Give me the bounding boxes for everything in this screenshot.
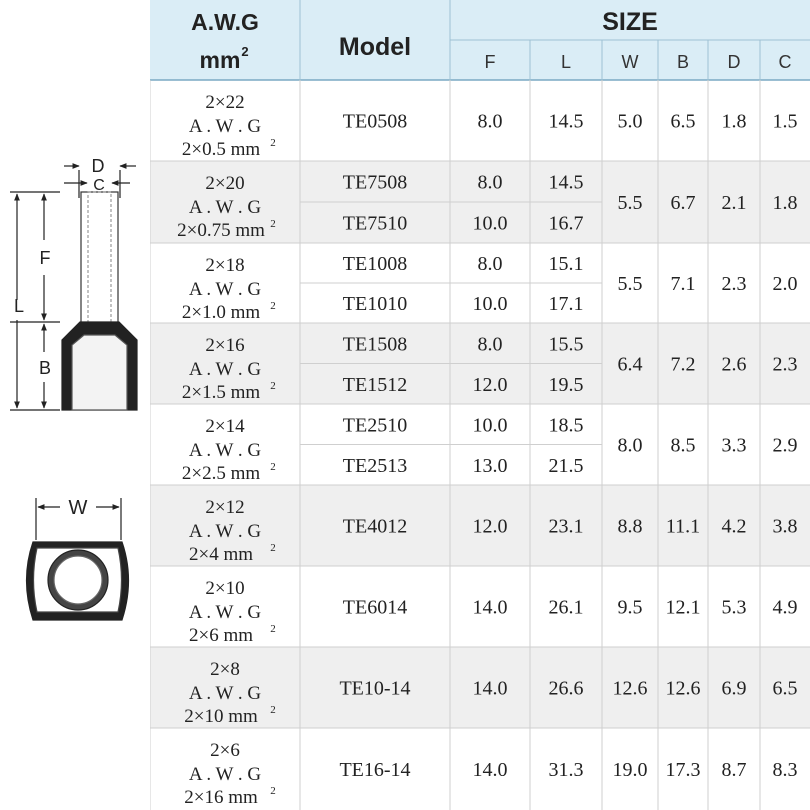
label-c: C [93, 177, 105, 194]
awg-count: 2×18 [205, 255, 245, 276]
size-b-cell: 8.5 [670, 434, 696, 457]
header-awg: A.W.G [191, 9, 259, 35]
awg-count: 2×16 [205, 335, 245, 356]
size-c-cell: 6.5 [772, 677, 798, 700]
awg-area: 2×1.5 mm [181, 382, 261, 403]
awg-area-superscript: 2 [270, 785, 276, 797]
awg-area-superscript: 2 [270, 218, 276, 230]
model-cell: TE6014 [342, 596, 408, 619]
model-cell: TE7510 [342, 212, 408, 235]
size-b-cell: 6.7 [670, 192, 696, 214]
header-size: SIZE [602, 8, 658, 36]
model-cell: TE0508 [342, 110, 408, 133]
awg-count: 2×6 [210, 740, 240, 761]
awg-area: 2×6 mm [188, 625, 254, 646]
header-model: Model [338, 33, 412, 61]
model-cell: TE1508 [342, 333, 408, 356]
size-d-cell: 5.3 [721, 596, 747, 619]
size-c-cell: 4.9 [772, 596, 798, 619]
size-w-cell: 5.5 [617, 273, 643, 295]
header-col-c: C [778, 52, 792, 72]
header-mm-superscript: 2 [241, 44, 249, 59]
awg-area: 2×10 mm [184, 706, 258, 727]
awg-area: 2×1.0 mm [181, 302, 261, 323]
size-l-cell: 15.5 [548, 333, 584, 356]
awg-area-superscript: 2 [270, 542, 276, 554]
label-d: D [91, 156, 105, 176]
size-w-cell: 8.8 [617, 515, 643, 538]
size-f-cell: 10.0 [472, 414, 508, 437]
awg-label: A . W . G [188, 359, 262, 380]
size-f-cell: 10.0 [472, 293, 508, 315]
size-c-cell: 3.8 [772, 515, 798, 538]
awg-label: A . W . G [188, 279, 262, 300]
awg-label: A . W . G [188, 602, 262, 623]
awg-area-superscript: 2 [270, 623, 276, 635]
awg-count: 2×10 [205, 578, 245, 599]
awg-count: 2×8 [210, 659, 240, 680]
size-f-cell: 8.0 [477, 253, 503, 275]
size-d-cell: 4.2 [721, 515, 747, 538]
awg-label: A . W . G [188, 764, 262, 785]
size-d-cell: 6.9 [721, 677, 747, 700]
ferrule-diagrams [0, 0, 150, 810]
size-b-cell: 7.1 [670, 273, 696, 295]
size-w-cell: 8.0 [617, 434, 643, 457]
awg-count: 2×12 [205, 497, 245, 518]
size-w-cell: 5.0 [617, 110, 643, 133]
size-f-cell: 10.0 [472, 212, 508, 235]
size-c-cell: 2.9 [772, 434, 798, 457]
model-cell: TE10-14 [339, 677, 411, 700]
awg-label: A . W . G [188, 521, 262, 542]
size-l-cell: 17.1 [548, 293, 584, 315]
size-l-cell: 26.6 [548, 677, 584, 700]
model-cell: TE1008 [342, 253, 408, 275]
size-f-cell: 8.0 [477, 333, 503, 356]
size-b-cell: 11.1 [665, 515, 701, 538]
awg-count: 2×20 [205, 173, 245, 194]
size-c-cell: 2.0 [772, 273, 798, 295]
header-col-f: F [484, 52, 496, 72]
awg-area: 2×16 mm [184, 787, 258, 808]
awg-area: 2×0.5 mm [181, 139, 261, 160]
model-cell: TE16-14 [339, 759, 411, 781]
awg-label: A . W . G [188, 197, 262, 218]
size-l-cell: 19.5 [548, 373, 584, 396]
awg-area-superscript: 2 [270, 137, 276, 149]
size-f-cell: 14.0 [472, 759, 508, 781]
size-l-cell: 15.1 [548, 253, 584, 275]
side-view-diagram [10, 166, 137, 410]
spec-table [150, 0, 810, 810]
size-f-cell: 13.0 [472, 454, 508, 477]
model-cell: TE2513 [342, 454, 408, 477]
size-d-cell: 8.7 [721, 759, 747, 781]
size-f-cell: 12.0 [472, 373, 508, 396]
size-w-cell: 6.4 [617, 353, 643, 376]
header-col-l: L [560, 52, 572, 72]
size-l-cell: 16.7 [548, 212, 584, 235]
awg-area: 2×4 mm [188, 544, 254, 565]
model-cell: TE2510 [342, 414, 408, 437]
size-f-cell: 14.0 [472, 677, 508, 700]
label-b: B [38, 358, 52, 378]
awg-area: 2×2.5 mm [181, 463, 261, 484]
size-w-cell: 19.0 [612, 759, 648, 781]
size-d-cell: 2.3 [721, 273, 747, 295]
header-mm: mm [199, 47, 241, 73]
size-l-cell: 14.5 [548, 110, 584, 133]
size-b-cell: 6.5 [670, 110, 696, 133]
size-b-cell: 7.2 [670, 353, 696, 376]
model-cell: TE1010 [342, 293, 408, 315]
model-cell: TE4012 [342, 515, 408, 538]
awg-count: 2×14 [205, 416, 245, 437]
label-l: L [13, 296, 25, 316]
header-col-d: D [727, 52, 741, 72]
size-d-cell: 2.1 [721, 192, 747, 214]
size-w-cell: 12.6 [612, 677, 648, 700]
size-l-cell: 26.1 [548, 596, 584, 619]
size-l-cell: 21.5 [548, 454, 584, 477]
awg-area-superscript: 2 [270, 300, 276, 312]
size-d-cell: 2.6 [721, 353, 747, 376]
size-b-cell: 12.1 [665, 596, 701, 619]
size-c-cell: 2.3 [772, 353, 798, 376]
size-f-cell: 14.0 [472, 596, 508, 619]
header-col-w: W [621, 52, 639, 72]
size-f-cell: 12.0 [472, 515, 508, 538]
size-d-cell: 3.3 [721, 434, 747, 457]
size-l-cell: 31.3 [548, 759, 584, 781]
size-c-cell: 1.5 [772, 110, 798, 133]
awg-area-superscript: 2 [270, 380, 276, 392]
model-cell: TE1512 [342, 373, 408, 396]
header-col-b: B [676, 52, 690, 72]
awg-count: 2×22 [205, 92, 245, 113]
size-d-cell: 1.8 [721, 110, 747, 133]
awg-area: 2×0.75 mm [177, 220, 265, 241]
size-l-cell: 14.5 [548, 171, 584, 194]
size-w-cell: 9.5 [617, 596, 643, 619]
size-b-cell: 17.3 [665, 759, 701, 781]
size-c-cell: 8.3 [772, 759, 798, 781]
awg-area-superscript: 2 [270, 704, 276, 716]
size-f-cell: 8.0 [477, 110, 503, 133]
awg-area-superscript: 2 [270, 461, 276, 473]
size-w-cell: 5.5 [617, 192, 643, 214]
size-b-cell: 12.6 [665, 677, 701, 700]
label-f: F [39, 248, 51, 268]
awg-label: A . W . G [188, 116, 262, 137]
awg-label: A . W . G [188, 683, 262, 704]
label-w: W [68, 497, 88, 519]
awg-label: A . W . G [188, 440, 262, 461]
size-f-cell: 8.0 [477, 171, 503, 194]
size-l-cell: 18.5 [548, 414, 584, 437]
size-l-cell: 23.1 [548, 515, 584, 538]
size-c-cell: 1.8 [772, 192, 798, 214]
model-cell: TE7508 [342, 171, 408, 194]
